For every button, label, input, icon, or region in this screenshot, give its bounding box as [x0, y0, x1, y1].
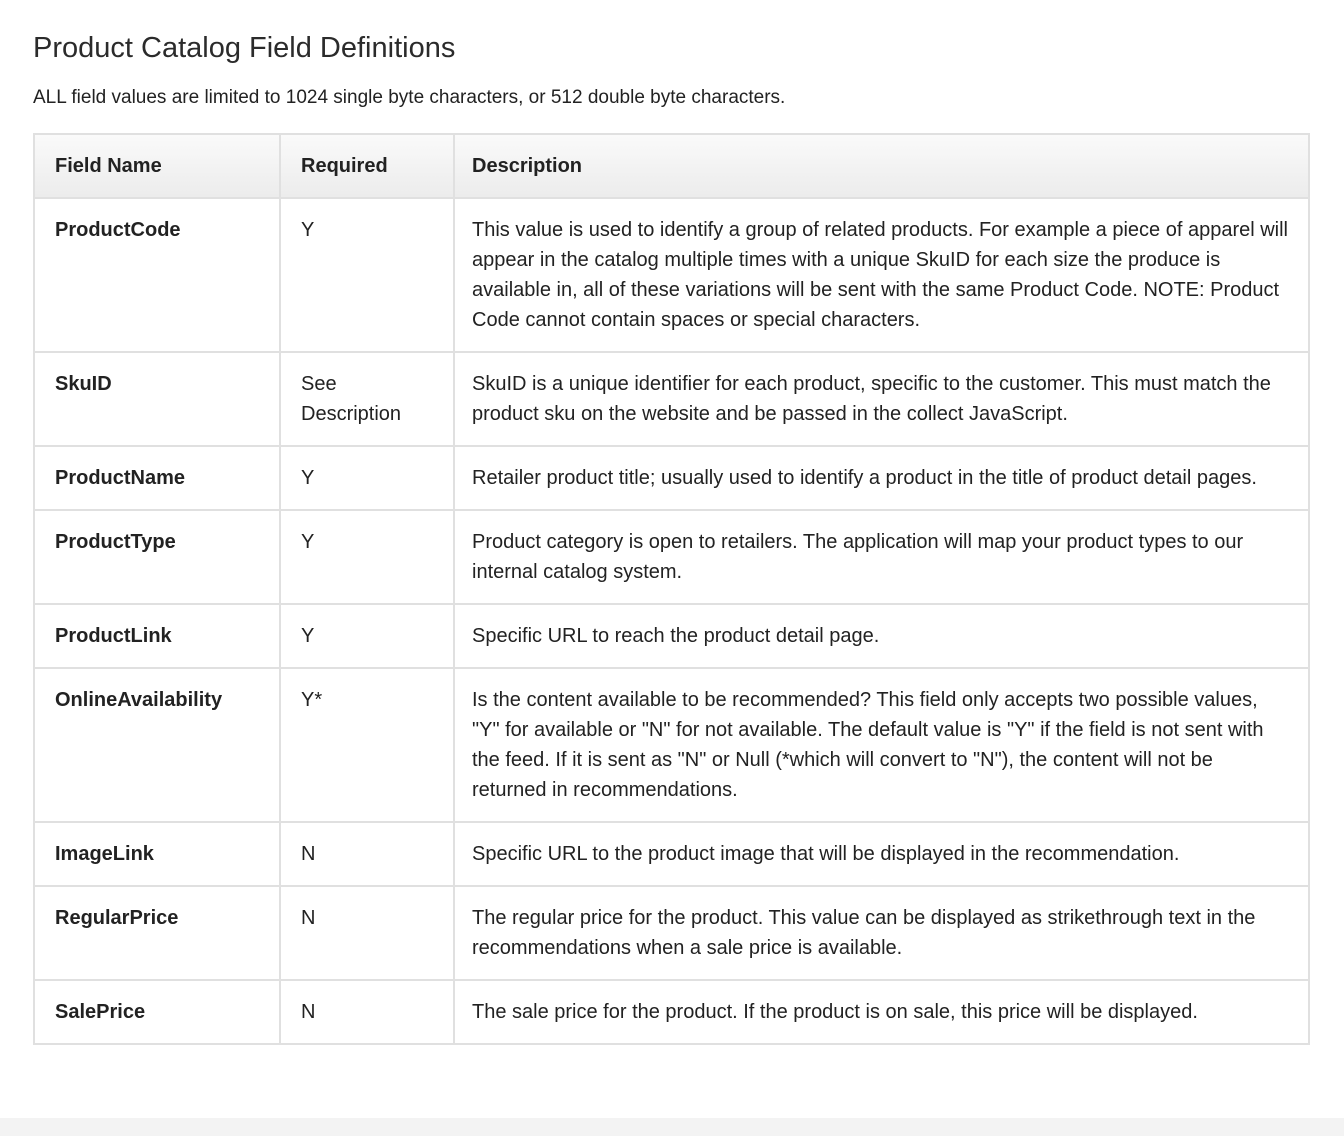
- description-cell: Specific URL to reach the product detail page.: [454, 604, 1309, 668]
- table-row: [34, 198, 1309, 352]
- description-cell: The regular price for the product. This value can be displayed as strikethrough text in the recommendations when a sale price is available.: [454, 886, 1309, 980]
- required-cell: Y: [280, 198, 454, 352]
- field-name-cell: ImageLink: [34, 822, 280, 886]
- table-row: [34, 604, 1309, 668]
- description-cell: Product category is open to retailers. The application will map your product types to our internal catalog system.: [454, 510, 1309, 604]
- field-name-cell: ProductType: [34, 510, 280, 604]
- table-row: [34, 886, 1309, 980]
- field-name-cell: RegularPrice: [34, 886, 280, 980]
- description-cell: Is the content available to be recommended? This field only accepts two possible values, "Y" for available or "N" for not available. The default value is "Y" if the field is not sent with the feed. If it is sent as "N" or Null (*which will convert to "N"), the content will not be returned in recommendations.: [454, 668, 1309, 822]
- required-cell: N: [280, 886, 454, 980]
- required-cell: See Description: [280, 352, 454, 446]
- field-name-cell: OnlineAvailability: [34, 668, 280, 822]
- field-name-cell: SalePrice: [34, 980, 280, 1044]
- document-page: [33, 28, 1309, 1045]
- column-header-required: Required: [280, 134, 454, 198]
- description-cell: The sale price for the product. If the product is on sale, this price will be displayed.: [454, 980, 1309, 1044]
- field-name-cell: SkuID: [34, 352, 280, 446]
- bottom-band: [0, 1118, 1344, 1136]
- table-row: [34, 510, 1309, 604]
- table-row: [34, 352, 1309, 446]
- field-name-cell: ProductName: [34, 446, 280, 510]
- description-cell: This value is used to identify a group of related products. For example a piece of apparel will appear in the catalog multiple times with a unique SkuID for each size the produce is available in, all of these variations will be sent with the same Product Code. NOTE: Product Code cannot contain spaces or special characters.: [454, 198, 1309, 352]
- required-cell: Y: [280, 446, 454, 510]
- required-cell: Y*: [280, 668, 454, 822]
- table-row: [34, 446, 1309, 510]
- description-cell: Specific URL to the product image that will be displayed in the recommendation.: [454, 822, 1309, 886]
- table-row: [34, 980, 1309, 1044]
- description-cell: SkuID is a unique identifier for each product, specific to the customer. This must match the product sku on the website and be passed in the collect JavaScript.: [454, 352, 1309, 446]
- required-cell: N: [280, 980, 454, 1044]
- table-row: [34, 822, 1309, 886]
- required-cell: Y: [280, 510, 454, 604]
- description-cell: Retailer product title; usually used to identify a product in the title of product detail pages.: [454, 446, 1309, 510]
- column-header-field-name: Field Name: [34, 134, 280, 198]
- table-header-row: [34, 134, 1309, 198]
- column-header-description: Description: [454, 134, 1309, 198]
- field-name-cell: ProductLink: [34, 604, 280, 668]
- table-row: [34, 668, 1309, 822]
- required-cell: Y: [280, 604, 454, 668]
- page-title: Product Catalog Field Definitions: [33, 32, 456, 64]
- required-cell: N: [280, 822, 454, 886]
- page-subtitle: ALL field values are limited to 1024 single byte characters, or 512 double byte characters.: [33, 87, 786, 108]
- field-name-cell: ProductCode: [34, 198, 280, 352]
- field-definitions-table: [33, 133, 1310, 1045]
